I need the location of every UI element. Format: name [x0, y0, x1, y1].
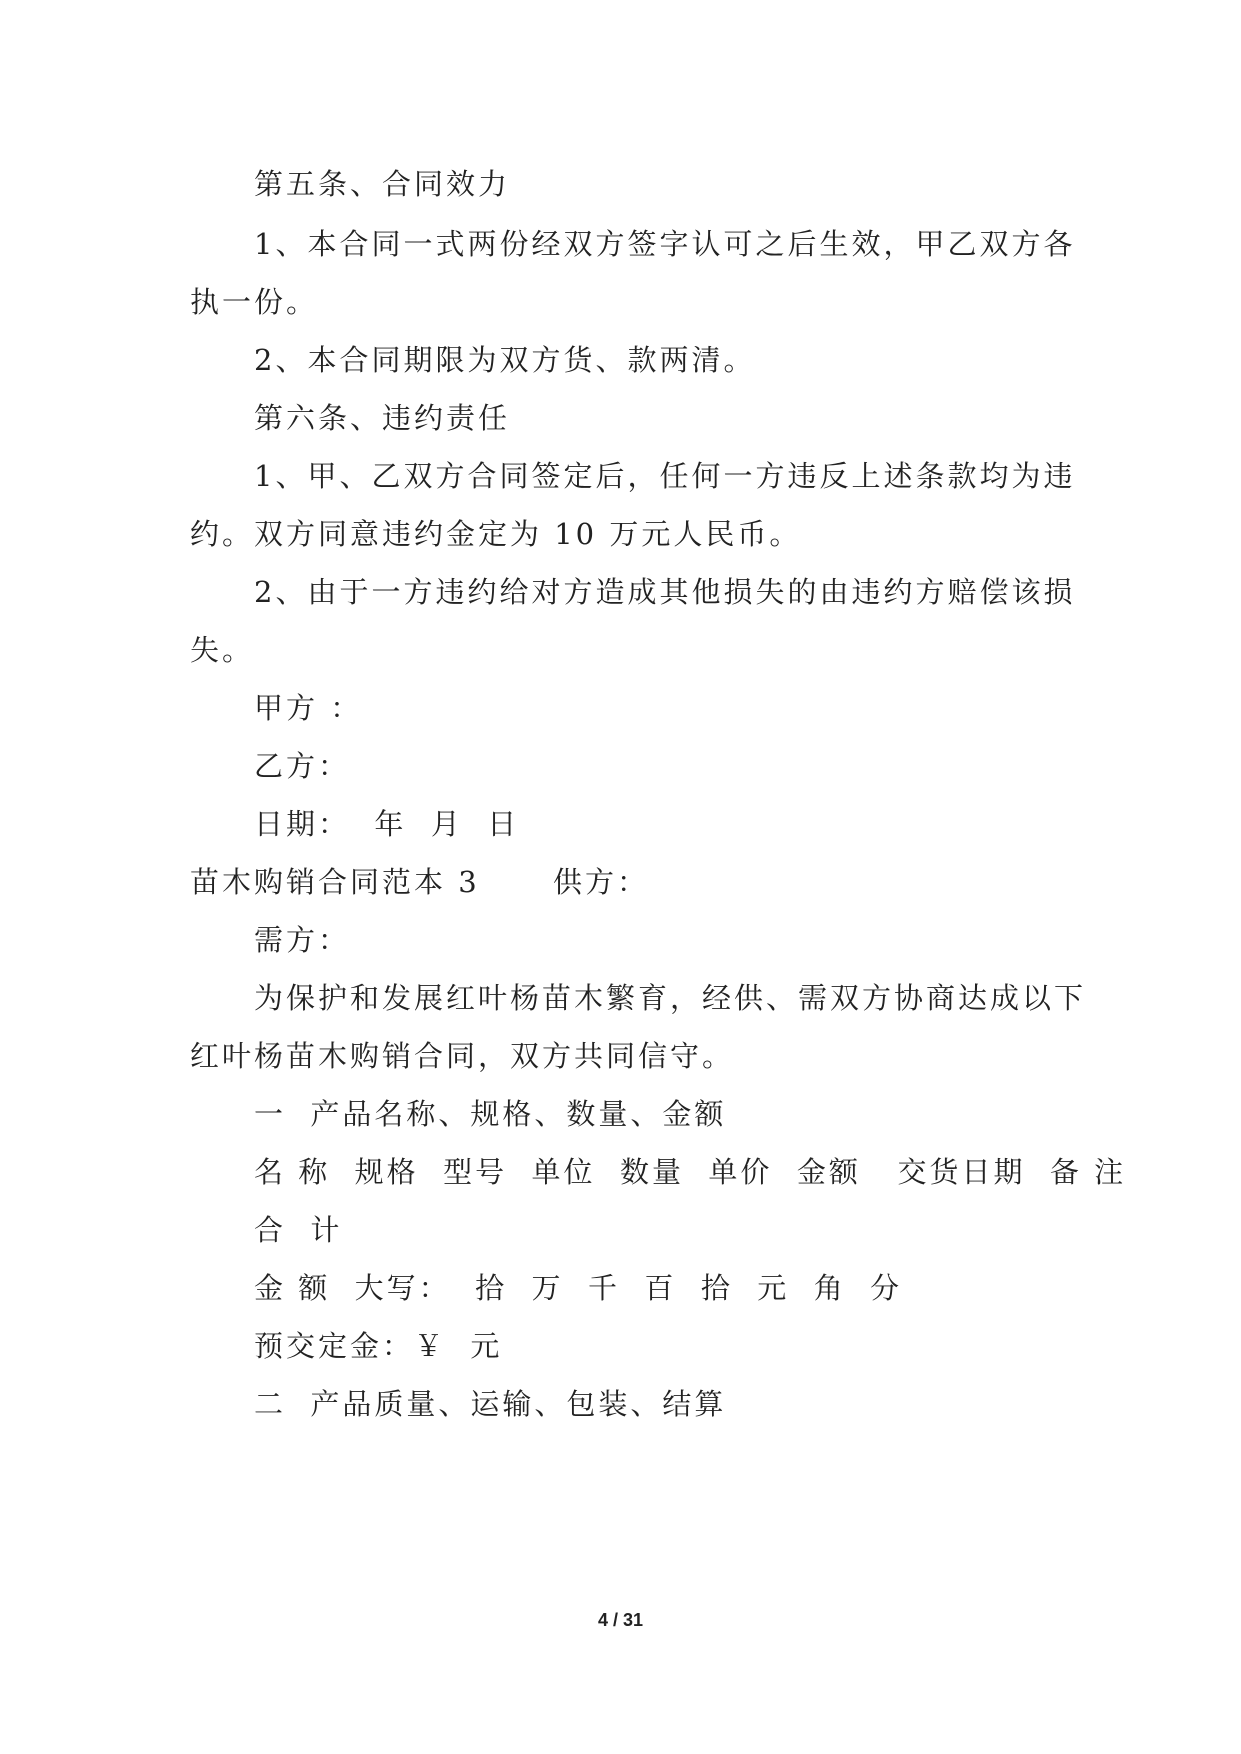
paragraph-line: 失。: [190, 633, 255, 667]
contract-3-title: 苗木购销合同范本 3 供方：: [190, 865, 649, 899]
party-b-label: 乙方：: [254, 749, 351, 783]
paragraph-line: 1、本合同一式两份经双方签字认可之后生效，甲乙双方各: [254, 227, 1076, 261]
paragraph-line: 约。双方同意违约金定为 10 万元人民币。: [190, 517, 802, 551]
paragraph-line: 1、甲、乙双方合同签定后，任何一方违反上述条款均为违: [254, 459, 1076, 493]
total-label: 合 计: [254, 1213, 343, 1247]
party-a-label: 甲方 ：: [254, 691, 363, 725]
date-label: 日期： 年 月 日: [254, 807, 520, 841]
deposit-line: 预交定金：￥ 元: [254, 1329, 503, 1363]
page-number: 4 / 31: [597, 1610, 644, 1630]
section-1-heading: 一 产品名称、规格、数量、金额: [254, 1097, 727, 1131]
article-5-heading: 第五条、合同效力: [254, 167, 511, 201]
paragraph-line: 2、由于一方违约给对方造成其他损失的由违约方赔偿该损: [254, 575, 1076, 609]
section-2-heading: 二 产品质量、运输、包装、结算: [254, 1387, 727, 1421]
paragraph-line: 2、本合同期限为双方货、款两清。: [254, 343, 756, 377]
table-header-line: 名 称 规格 型号 单位 数量 单价 金额 交货日期 备 注: [254, 1155, 1127, 1189]
article-6-heading: 第六条、违约责任: [254, 401, 511, 435]
paragraph-line: 为保护和发展红叶杨苗木繁育，经供、需双方协商达成以下: [254, 981, 1087, 1015]
paragraph-line: 执一份。: [190, 285, 319, 319]
paragraph-line: 红叶杨苗木购销合同，双方共同信守。: [190, 1039, 735, 1073]
buyer-label: 需方：: [254, 923, 351, 957]
amount-in-words-line: 金 额 大写： 拾 万 千 百 拾 元 角 分: [254, 1271, 903, 1305]
